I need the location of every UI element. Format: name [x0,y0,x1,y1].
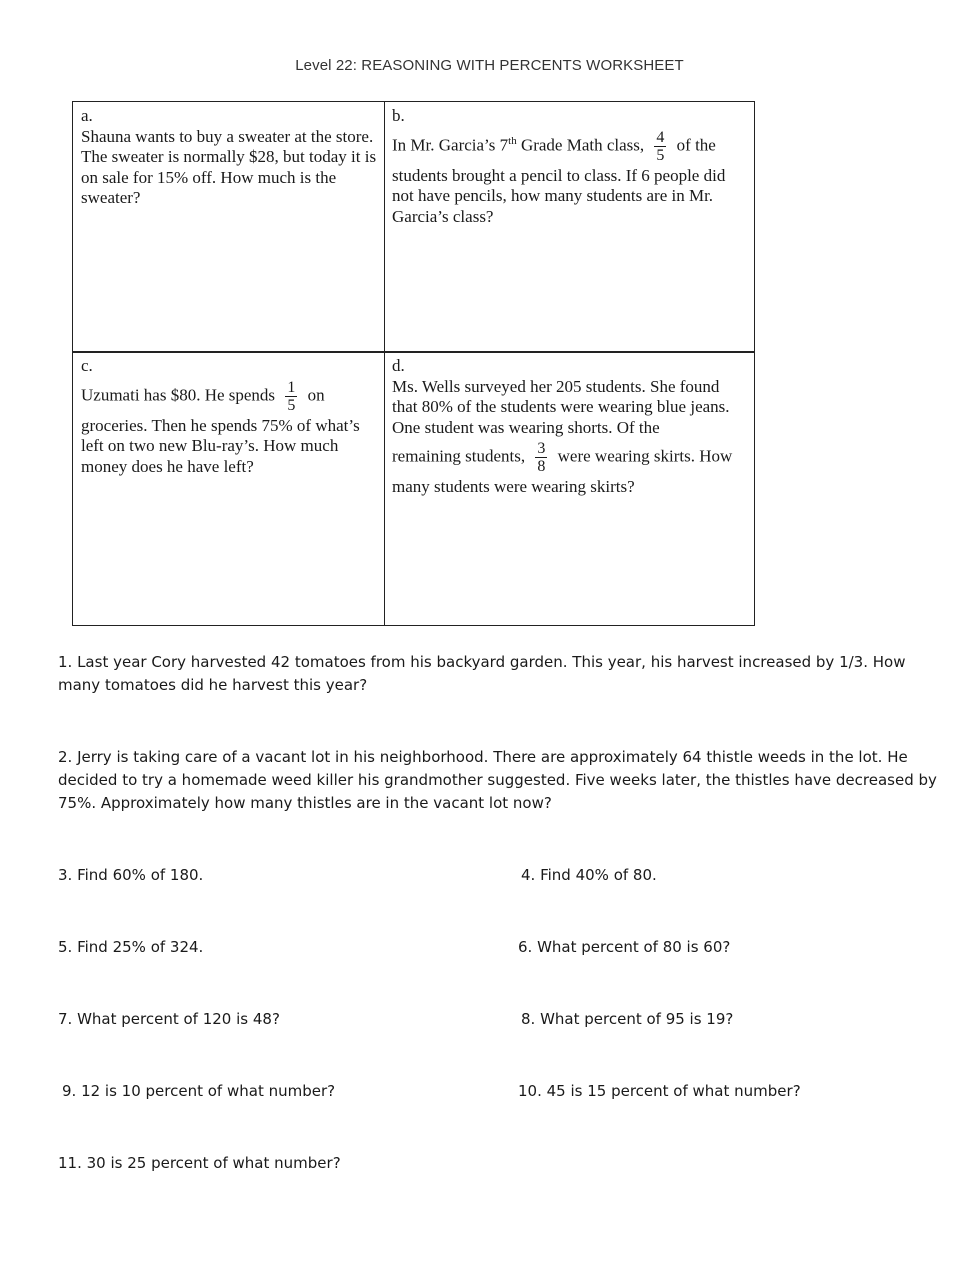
question-10: 10. 45 is 15 percent of what number? [518,1082,801,1100]
question-9: 9. 12 is 10 percent of what number? [62,1082,336,1100]
problem-c-fraction-numerator: 1 [287,378,296,396]
problem-d-fraction [535,440,547,475]
question-8: 8. What percent of 95 is 19? [521,1010,734,1028]
question-7: 7. What percent of 120 is 48? [58,1010,280,1028]
problem-d-fraction-line [392,440,747,475]
problem-c-fraction-denominator: 5 [287,396,296,414]
problem-b-fraction-denominator: 5 [656,146,665,164]
question-5: 5. Find 25% of 324. [58,938,204,956]
problem-b-text-start: In Mr. Garcia’s 7 [392,134,509,154]
question-1: 1. Last year Cory harvested 42 tomatoes from his backyard garden. This year, his harvest increased by 1/3. How many tomatoes did he harvest this year? [58,653,906,694]
question-4: 4. Find 40% of 80. [521,866,657,884]
problem-c-fraction [285,379,297,414]
problem-a-letter: a. [81,106,93,125]
problem-d-text-start: Ms. Wells surveyed her 205 students. She found that 80% of the students were wearing blue jeans. One student was wearing shorts. Of the [392,376,730,437]
question-3: 3. Find 60% of 180. [58,866,204,884]
problem-b-fraction [654,129,666,164]
problem-a-cell [73,102,385,352]
problem-c-text-after-fraction: on [307,384,325,404]
problem-c-text-start: Uzumati has $80. He spends [81,384,276,404]
problem-b-superscript: th [508,134,517,147]
problem-d-fraction-numerator: 3 [537,440,546,457]
problem-c-text-rest: groceries. Then he spends 75% of what’s left on two new Blu-ray’s. How much money does he have left? [81,415,360,476]
problem-b-cell [385,102,755,352]
problem-d-fraction-denominator: 8 [537,458,546,475]
problem-a-text: Shauna wants to buy a sweater at the store. The sweater is normally $28, but today it is on sale for 15% off. How much is the sweater? [81,126,377,207]
question-6: 6. What percent of 80 is 60? [518,938,731,956]
problem-b-text-mid: Grade Math class, [516,134,645,154]
question-2: 2. Jerry is taking care of a vacant lot in his neighborhood. There are approximately 64 thistle weeds in the lot. He decided to try a homemade weed killer his grandmother suggested. Five weeks later, the thistles have decreased by 75%. Approximately how many thistles are in the vacant lot now? [58,748,937,812]
problem-b-fraction-line [392,129,747,164]
problem-d-text-after-fraction: were wearing skirts. How [557,446,733,466]
problem-c-cell [73,352,385,626]
problem-b-text-rest: students brought a pencil to class. If 6 people did not have pencils, how many students are in Mr. Garcia’s class? [392,165,726,226]
problem-d-text-before-fraction: remaining students, [392,446,526,466]
problem-d-cell [385,352,755,626]
problem-grid [72,101,755,626]
worksheet-title: Level 22: REASONING WITH PERCENTS WORKSHEET [295,57,684,74]
problem-b-fraction-numerator: 4 [656,128,665,146]
problem-b-letter: b. [392,106,405,125]
question-11: 11. 30 is 25 percent of what number? [58,1154,341,1172]
problem-d-letter: d. [392,356,405,375]
problem-d-text-rest: many students were wearing skirts? [392,477,635,496]
problem-c-fraction-line [81,379,377,414]
problem-c-letter: c. [81,356,93,375]
problem-b-text-after-fraction: of the [676,134,716,154]
